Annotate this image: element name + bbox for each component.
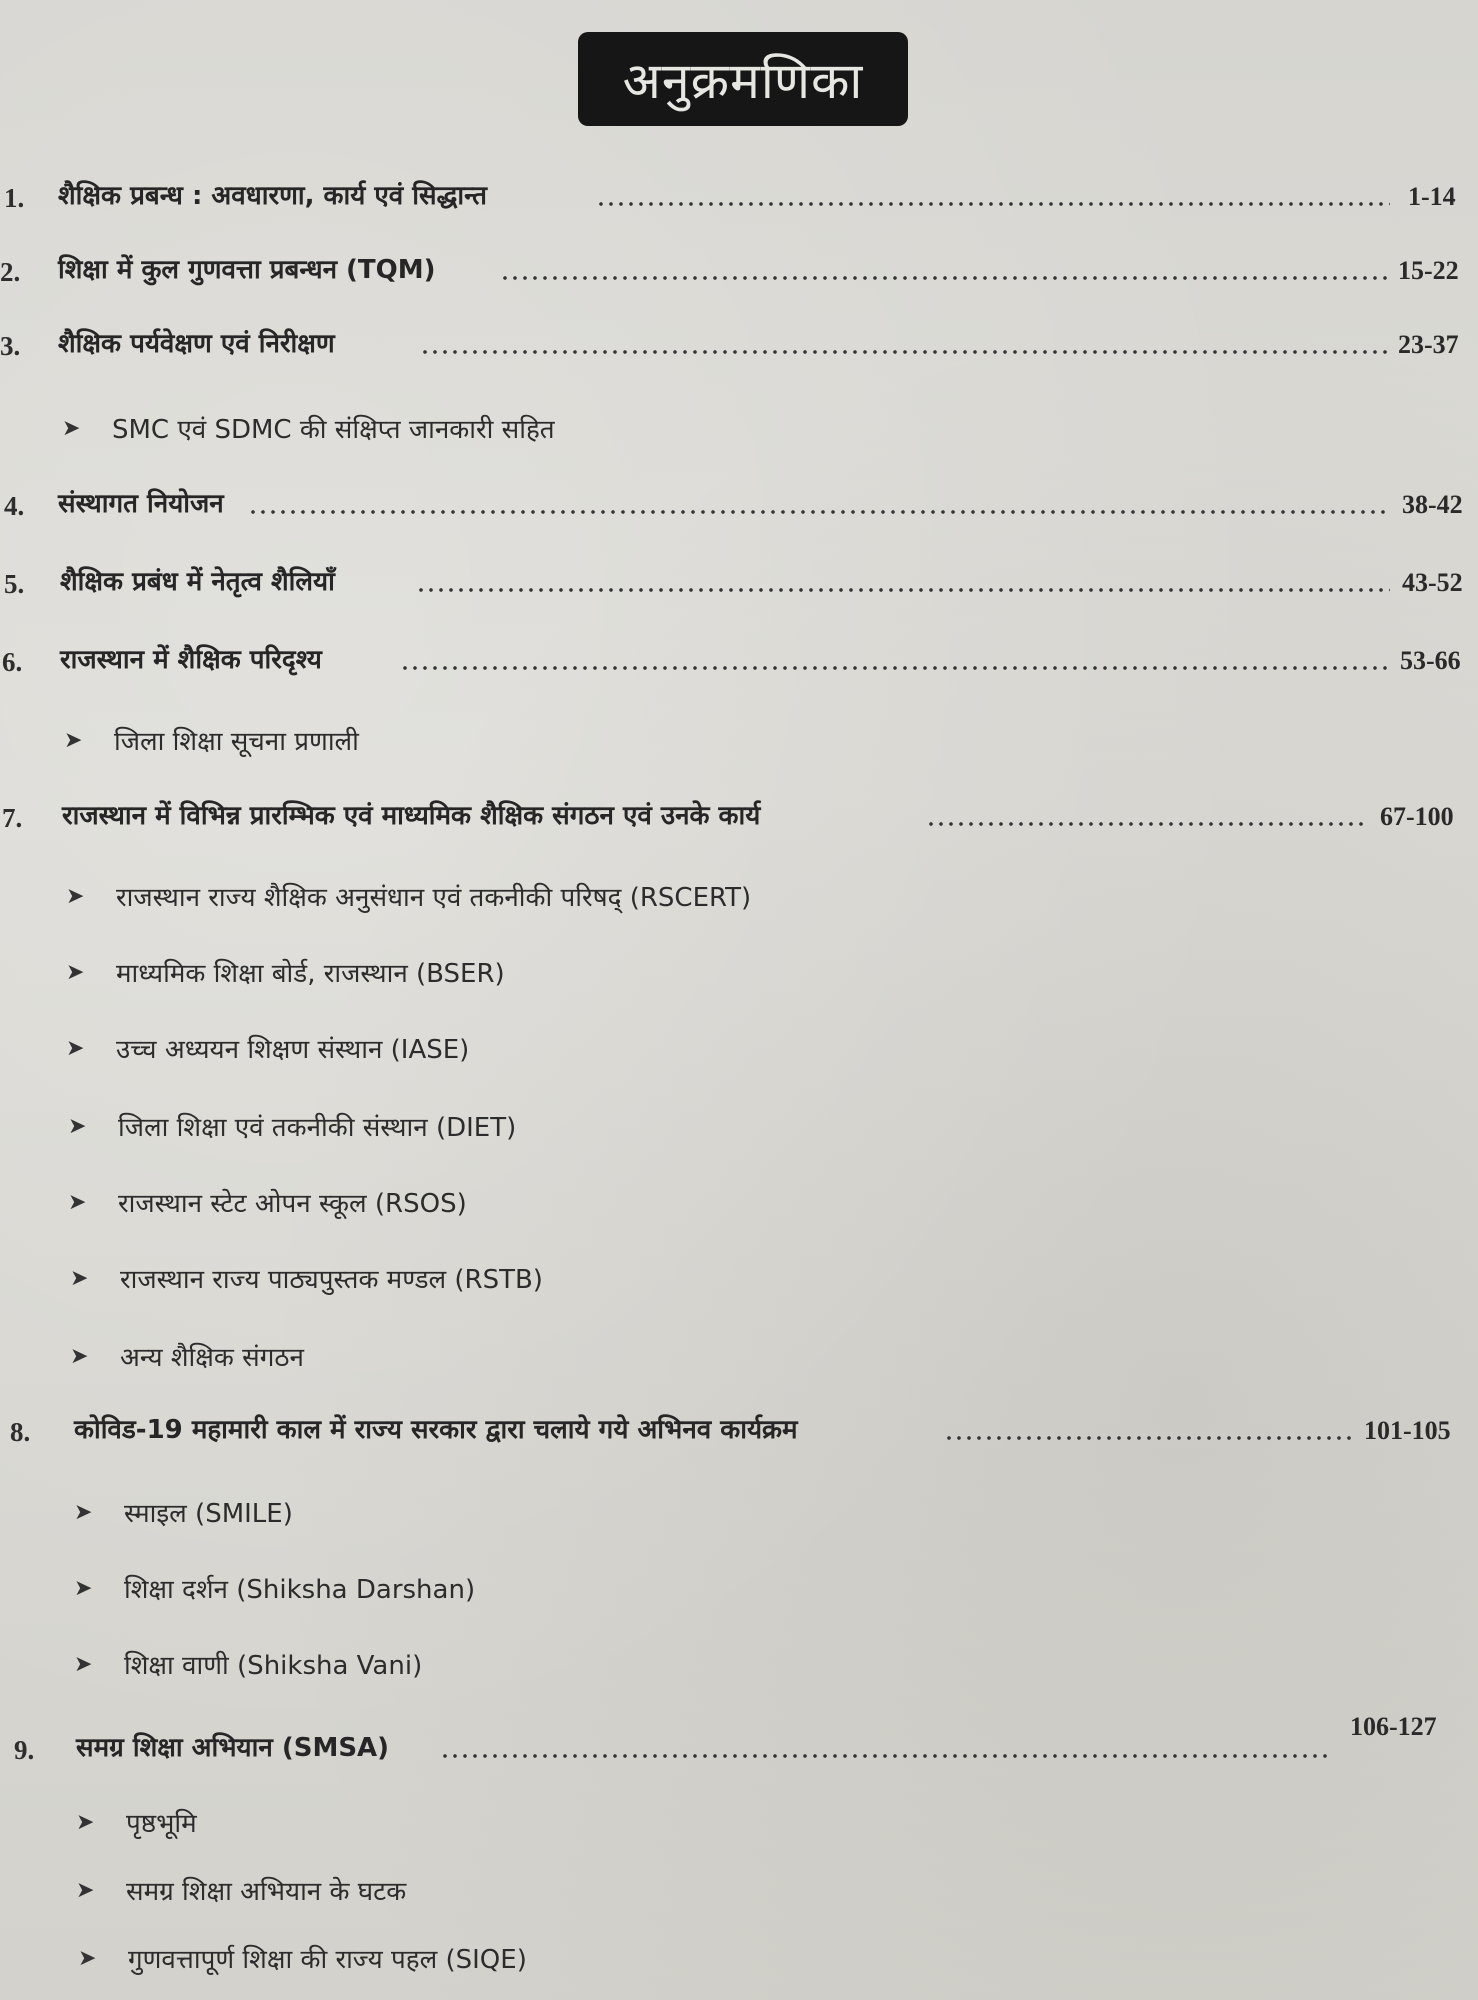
chapter-number: 7. <box>2 803 23 833</box>
chapter-pages: 15-22 <box>1398 256 1459 285</box>
dot-leader <box>248 510 1390 514</box>
subitem-text: माध्यमिक शिक्षा बोर्ड, राजस्थान (BSER) <box>116 959 505 989</box>
chapter-pages: 1-14 <box>1408 182 1456 211</box>
dot-leader <box>944 1436 1354 1440</box>
dot-leader <box>926 822 1368 826</box>
toc-subitem[interactable] <box>74 1490 293 1534</box>
subitem-text: जिला शिक्षा एवं तकनीकी संस्थान (DIET) <box>118 1113 517 1143</box>
arrow-bullet-icon: ➤ <box>74 1651 93 1677</box>
chapter-number: 2. <box>0 257 21 287</box>
chapter-title: राजस्थान में विभिन्न प्रारम्भिक एवं माध्यमिक शैक्षिक संगठन एवं उनके कार्य <box>62 801 761 831</box>
chapter-pages: 106-127 <box>1350 1712 1437 1741</box>
dot-leader <box>596 202 1390 206</box>
arrow-bullet-icon: ➤ <box>62 415 81 441</box>
subitem-text: जिला शिक्षा सूचना प्रणाली <box>114 727 359 757</box>
dot-leader <box>416 588 1390 592</box>
title-container <box>0 32 1478 126</box>
toc-subitem[interactable] <box>66 1026 469 1070</box>
toc-subitem[interactable] <box>74 1566 475 1610</box>
toc-chapter-7[interactable] <box>0 790 1478 840</box>
chapter-pages: 53-66 <box>1400 646 1461 675</box>
chapter-pages: 67-100 <box>1380 802 1454 831</box>
arrow-bullet-icon: ➤ <box>76 1877 95 1903</box>
toc-chapter-5[interactable] <box>0 556 1478 606</box>
chapter-title: संस्थागत नियोजन <box>58 489 224 519</box>
chapter-number: 3. <box>0 331 21 361</box>
subitem-text: समग्र शिक्षा अभियान के घटक <box>126 1877 407 1907</box>
subitem-text: पृष्ठभूमि <box>126 1809 197 1839</box>
arrow-bullet-icon: ➤ <box>68 1113 87 1139</box>
toc-subitem[interactable] <box>76 1868 406 1912</box>
arrow-bullet-icon: ➤ <box>66 959 85 985</box>
dot-leader <box>420 350 1388 354</box>
chapter-number: 9. <box>14 1735 35 1765</box>
toc-subitem[interactable] <box>78 1936 527 1980</box>
toc-chapter-4[interactable] <box>0 478 1478 528</box>
chapter-number: 1. <box>4 183 25 213</box>
toc-subitem[interactable] <box>74 1642 422 1686</box>
arrow-bullet-icon: ➤ <box>74 1575 93 1601</box>
arrow-bullet-icon: ➤ <box>78 1945 97 1971</box>
subitem-text: शिक्षा वाणी (Shiksha Vani) <box>124 1651 423 1681</box>
subitem-text: राजस्थान राज्य शैक्षिक अनुसंधान एवं तकनीकी परिषद् (RSCERT) <box>116 883 752 913</box>
subitem-text: शिक्षा दर्शन (Shiksha Darshan) <box>124 1575 476 1605</box>
toc-chapter-6[interactable] <box>0 634 1478 684</box>
subitem-text: SMC एवं SDMC की संक्षिप्त जानकारी सहित <box>112 415 555 445</box>
chapter-title: कोविड-19 महामारी काल में राज्य सरकार द्वारा चलाये गये अभिनव कार्यक्रम <box>74 1415 798 1445</box>
toc-subitem[interactable] <box>62 406 555 450</box>
toc-subitem[interactable] <box>70 1334 304 1378</box>
subitem-text: गुणवत्तापूर्ण शिक्षा की राज्य पहल (SIQE) <box>128 1945 527 1975</box>
page-title: अनुक्रमणिका <box>578 32 908 126</box>
arrow-bullet-icon: ➤ <box>66 883 85 909</box>
chapter-pages: 23-37 <box>1398 330 1459 359</box>
arrow-bullet-icon: ➤ <box>68 1189 87 1215</box>
toc-subitem[interactable] <box>68 1180 467 1224</box>
chapter-title: शैक्षिक प्रबंध में नेतृत्व शैलियाँ <box>60 567 335 597</box>
subitem-text: राजस्थान स्टेट ओपन स्कूल (RSOS) <box>118 1189 467 1219</box>
toc-chapter-1[interactable] <box>0 170 1478 220</box>
toc-subitem[interactable] <box>70 1256 543 1300</box>
toc-subitem[interactable] <box>66 874 751 918</box>
chapter-title: समग्र शिक्षा अभियान (SMSA) <box>76 1733 390 1763</box>
arrow-bullet-icon: ➤ <box>66 1035 85 1061</box>
chapter-title: शैक्षिक प्रबन्ध : अवधारणा, कार्य एवं सिद्धान्त <box>58 181 487 211</box>
dot-leader <box>440 1754 1328 1758</box>
chapter-number: 4. <box>4 491 25 521</box>
chapter-pages: 101-105 <box>1364 1416 1451 1445</box>
arrow-bullet-icon: ➤ <box>70 1265 89 1291</box>
chapter-number: 5. <box>4 569 25 599</box>
toc-subitem[interactable] <box>76 1800 197 1844</box>
chapter-title: शैक्षिक पर्यवेक्षण एवं निरीक्षण <box>58 329 335 359</box>
toc-chapter-2[interactable] <box>0 244 1478 294</box>
chapter-number: 6. <box>2 647 23 677</box>
toc-chapter-3[interactable] <box>0 318 1478 368</box>
toc-subitem[interactable] <box>64 718 359 762</box>
chapter-title: शिक्षा में कुल गुणवत्ता प्रबन्धन (TQM) <box>58 255 436 285</box>
arrow-bullet-icon: ➤ <box>64 727 83 753</box>
subitem-text: उच्च अध्ययन शिक्षण संस्थान (IASE) <box>116 1035 470 1065</box>
dot-leader <box>400 666 1392 670</box>
subitem-text: अन्य शैक्षिक संगठन <box>120 1343 304 1373</box>
toc-subitem[interactable] <box>66 950 505 994</box>
toc-chapter-8[interactable] <box>0 1404 1478 1454</box>
arrow-bullet-icon: ➤ <box>70 1343 89 1369</box>
chapter-pages: 43-52 <box>1402 568 1463 597</box>
toc-chapter-9[interactable] <box>0 1712 1478 1772</box>
subitem-text: राजस्थान राज्य पाठ्यपुस्तक मण्डल (RSTB) <box>120 1265 543 1295</box>
chapter-number: 8. <box>10 1417 31 1447</box>
subitem-text: स्माइल (SMILE) <box>124 1499 293 1529</box>
arrow-bullet-icon: ➤ <box>76 1809 95 1835</box>
chapter-pages: 38-42 <box>1402 490 1463 519</box>
dot-leader <box>500 276 1388 280</box>
chapter-title: राजस्थान में शैक्षिक परिदृश्य <box>60 645 322 675</box>
arrow-bullet-icon: ➤ <box>74 1499 93 1525</box>
toc-subitem[interactable] <box>68 1104 516 1148</box>
